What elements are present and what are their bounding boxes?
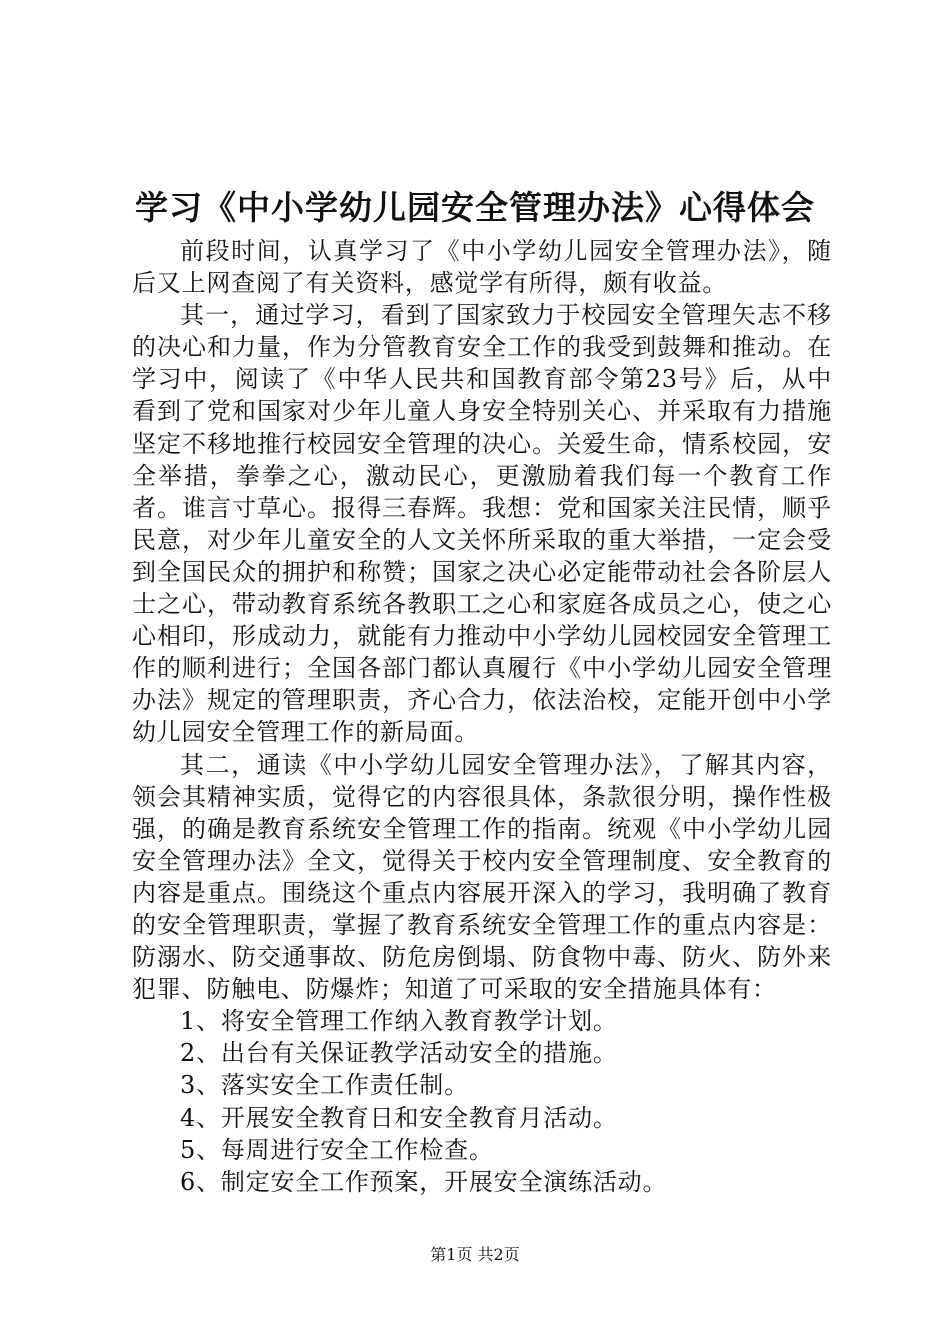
page-number-footer: 第1页 共2页 bbox=[430, 1245, 520, 1264]
list-item: 2、出台有关保证教学活动安全的措施。 bbox=[180, 1039, 618, 1068]
measures-list bbox=[132, 1005, 832, 1198]
document-title: 学习《中小学幼儿园安全管理办法》心得体会 bbox=[135, 188, 815, 227]
list-item: 1、将安全管理工作纳入教育教学计划。 bbox=[180, 1007, 618, 1036]
paragraph-first-point: 其一，通过学习，看到了国家致力于校园安全管理矢志不移的决心和力量，作为分管教育安全工作的我受到鼓舞和推动。在学习中，阅读了《中华人民共和国教育部令第23号》后，从中看到了党和国家对少年儿童人身安全特别关心、并采取有力措施坚定不移地推行校园安全管理的决心。关爱生命，情系校园，安全举措，拳拳之心，激动民心，更激励着我们每一个教育工作者。谁言寸草心。报得三春辉。我想：党和国家关注民情，顺乎民意，对少年儿童安全的人文关怀所采取的重大举措，一定会受到全国民众的拥护和称赞；国家之决心必定能带动社会各阶层人士之心，带动教育系统各教职工之心和家庭各成员之心，使之心心相印，形成动力，就能有力推动中小学幼儿园校园安全管理工作的顺利进行；全国各部门都认真履行《中小学幼儿园安全管理办法》规定的管理职责，齐心合力，依法治校，定能开创中小学幼儿园安全管理工作的新局面。 bbox=[132, 301, 832, 747]
paragraph-intro: 前段时间，认真学习了《中小学幼儿园安全管理办法》，随后又上网查阅了有关资料，感觉学有所得，颇有收益。 bbox=[132, 237, 832, 298]
list-item: 5、每周进行安全工作检查。 bbox=[180, 1135, 494, 1164]
document-body bbox=[132, 235, 832, 1198]
list-item: 4、开展安全教育日和安全教育月活动。 bbox=[180, 1103, 618, 1132]
list-item: 3、落实安全工作责任制。 bbox=[180, 1071, 469, 1100]
paragraph-second-point: 其二，通读《中小学幼儿园安全管理办法》，了解其内容，领会其精神实质，觉得它的内容很具体，条款很分明，操作性极强，的确是教育系统安全管理工作的指南。统观《中小学幼儿园安全管理办法》全文，觉得关于校内安全管理制度、安全教育的内容是重点。围绕这个重点内容展开深入的学习，我明确了教育的安全管理职责，掌握了教育系统安全管理工作的重点内容是：防溺水、防交通事故、防危房倒塌、防食物中毒、防火、防外来犯罪、防触电、防爆炸；知道了可采取的安全措施具体有： bbox=[132, 750, 832, 1004]
list-item: 6、制定安全工作预案，开展安全演练活动。 bbox=[180, 1167, 668, 1196]
